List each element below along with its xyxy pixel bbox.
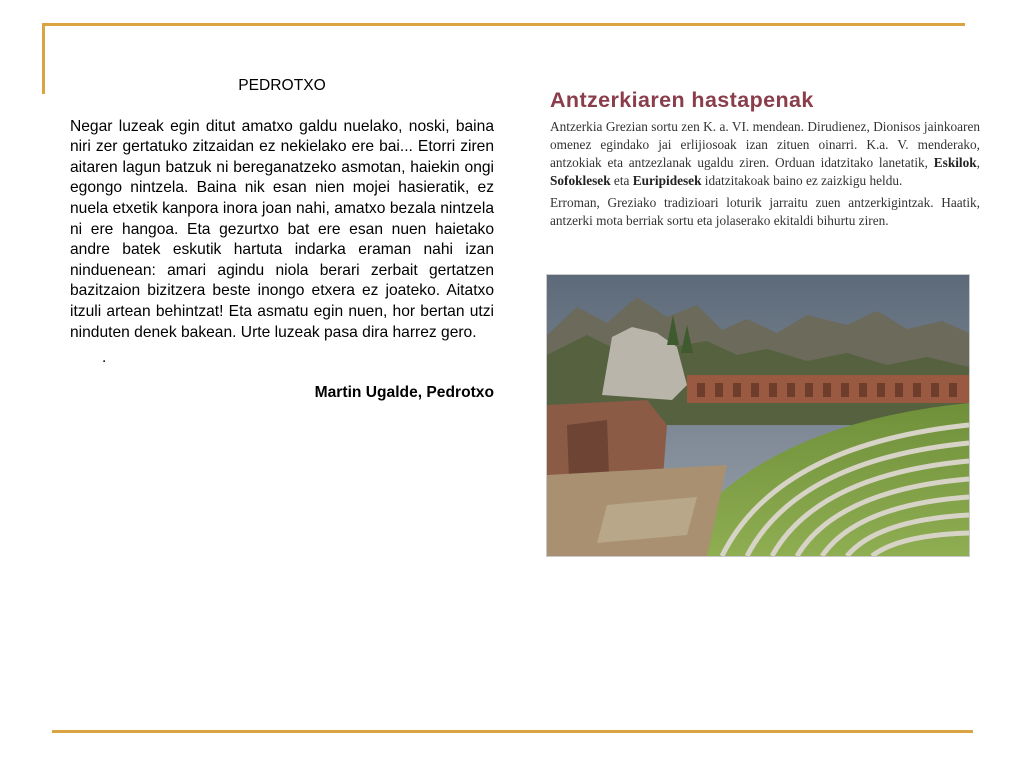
p1-euripidesek: Euripidesek [632,173,702,188]
excerpt-text [550,118,980,234]
p1-century-v: V. [897,137,909,152]
excerpt-paragraph-1 [550,118,980,190]
p1-eskilok: Eskilok [933,155,977,170]
story-body: Negar luzeak egin ditut amatxo galdu nuelako, noski, baina niri zer gertatuko zitzaidan ez nekielako ere bai... Etorri ziren aitaren lagun batzuk ni bereganatzeko asmotan, haiekin ongi egongo nintzela. Baina nik esan nien mojei hasieratik, ez nuela etxetik kanpora inora joan nahi, amatxo bezala nintzela ni ere hangoa. Eta gezurtxo bat ere esan nuen haietako andre batek eskutik hartuta indarka eraman nahi izan ninduenean: amari agindu niola berari zerbait gertatzen bazitzaion bizitzera beste inongo etxera ez joateko. Aitatxo itzuli artean behintzat! Eta asmatu egin nuen, hor bertan utzi ninduten denek bakean. Urte luzeak pasa dira harrez gero. [70,117,494,341]
p1-comma: , [976,155,980,170]
bottom-rule [52,730,973,733]
story-author: Martin Ugalde, Pedrotxo [314,383,494,401]
p1-part-a: Antzerkia Grezian sortu zen K. a. [550,119,732,134]
ancient-theatre-photo [546,274,970,557]
story-column [70,76,494,403]
p1-and: eta [610,173,633,188]
p1-part-b: mendean. Dirudienez, Dionisos jainkoaren omenez egindako jai erlijiosoak izan zituen oinarri. K.a. [550,119,981,152]
p1-part-c: menderako, antzokiak eta antzezlanak ugaldu ziren. Orduan idatzitako lanetatik, [550,137,981,170]
story-dot: . [102,349,107,367]
excerpt-paragraph-2: Erroman, Greziako tradizioari loturik jarraitu zuen antzerkigintzak. Haatik, antzerki mota berriak sortu eta jolaserako ekitaldi bihurtu ziren. [550,195,980,228]
ruin-opening [567,420,609,480]
theatre-illustration [547,275,969,556]
p1-century-vi: VI. [731,119,750,134]
arches [697,383,957,397]
story-heading: PEDROTXO [238,77,326,94]
left-rule [42,23,45,94]
p1-part-d: idatzitakoak baino ez zaizkigu heldu. [701,173,903,188]
p1-sofoklesek: Sofoklesek [550,173,611,188]
top-rule [42,23,965,26]
excerpt-title: Antzerkiaren hastapenak [550,88,814,112]
